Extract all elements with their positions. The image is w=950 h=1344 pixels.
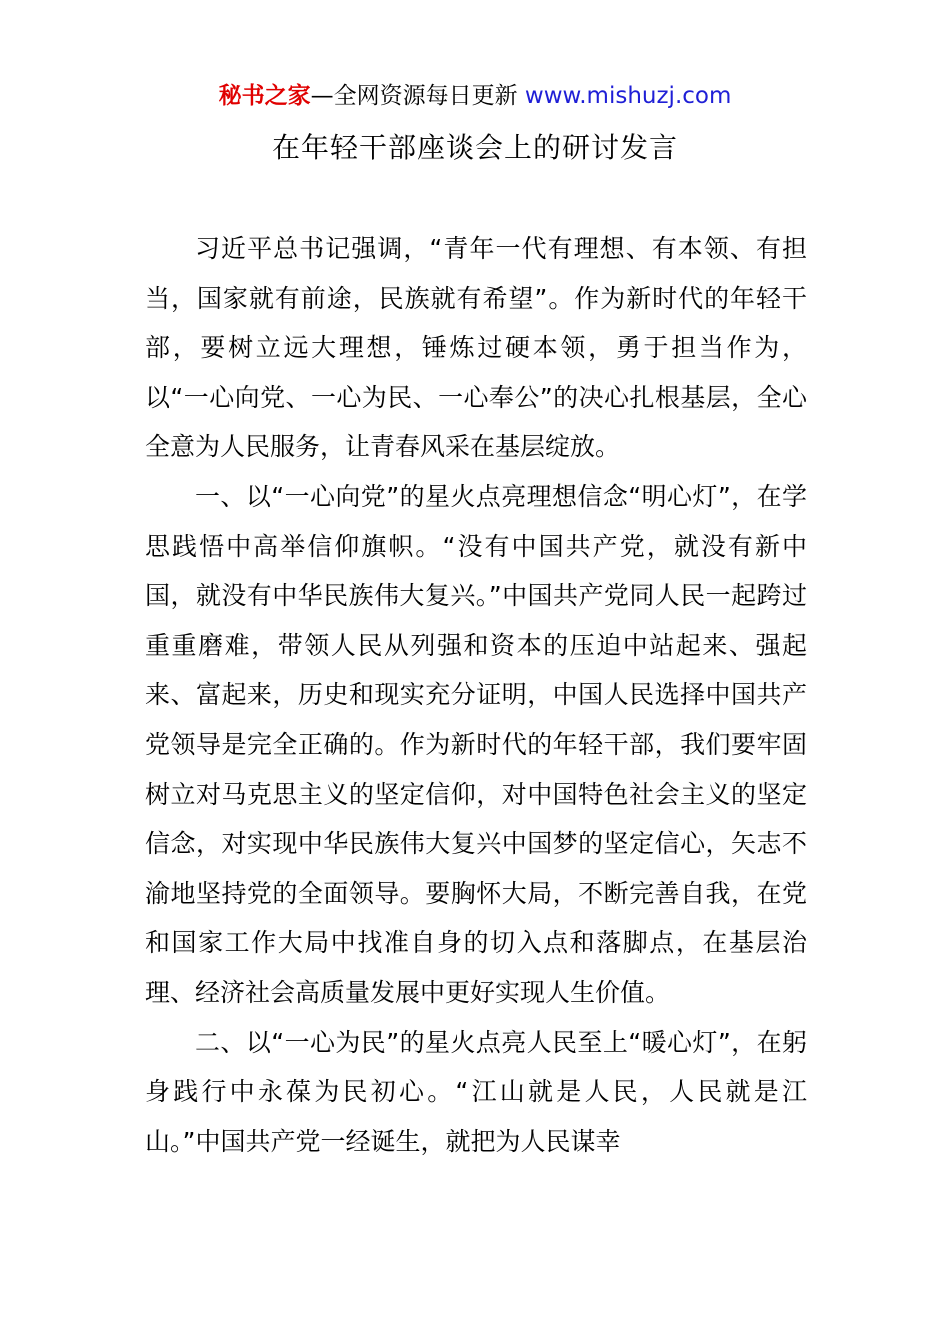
document-title: 在年轻干部座谈会上的研讨发言	[271, 131, 678, 164]
paragraph-section-two: 二、以“一心为民”的星火点亮人民至上“暖心灯”，在躬身践行中永葆为民初心。“江山就是人民，人民就是江山。”中国共产党一经诞生，就把为人民谋幸	[145, 1027, 807, 1156]
paragraph-section-one: 一、以“一心向党”的星火点亮理想信念“明心灯”，在学思践悟中高举信仰旗帜。“没有中国共产党，就没有新中国，就没有中华民族伟大复兴。”中国共产党同人民一起跨过重重磨难，带领人民从列强和资本的压迫中站起来、强起来、富起来，历史和现实充分证明，中国人民选择中国共产党领导是完全正确的。作为新时代的年轻干部，我们要牢固树立对马克思主义的坚定信仰，对中国特色社会主义的坚定信念，对实现中华民族伟大复兴中国梦的坚定信心，矢志不渝地坚持党的全面领导。要胸怀大局，不断完善自我，在党和国家工作大局中找准自身的切入点和落脚点，在基层治理、经济社会高质量发展中更好实现人生价值。	[145, 481, 807, 1007]
paragraph-intro: 习近平总书记强调，“青年一代有理想、有本领、有担当，国家就有前途，民族就有希望”。作为新时代的年轻干部，要树立远大理想，锤炼过硬本领，勇于担当作为，以“一心向党、一心为民、一心奉公”的决心扎根基层，全心全意为人民服务，让青春风采在基层绽放。	[145, 234, 807, 462]
site-header	[0, 80, 950, 112]
document-body	[145, 224, 807, 1166]
header-tagline: —全网资源每日更新	[310, 83, 518, 109]
brand-name: 秘书之家	[218, 83, 311, 109]
site-url-link[interactable]: www.mishuzj.com	[524, 83, 732, 109]
